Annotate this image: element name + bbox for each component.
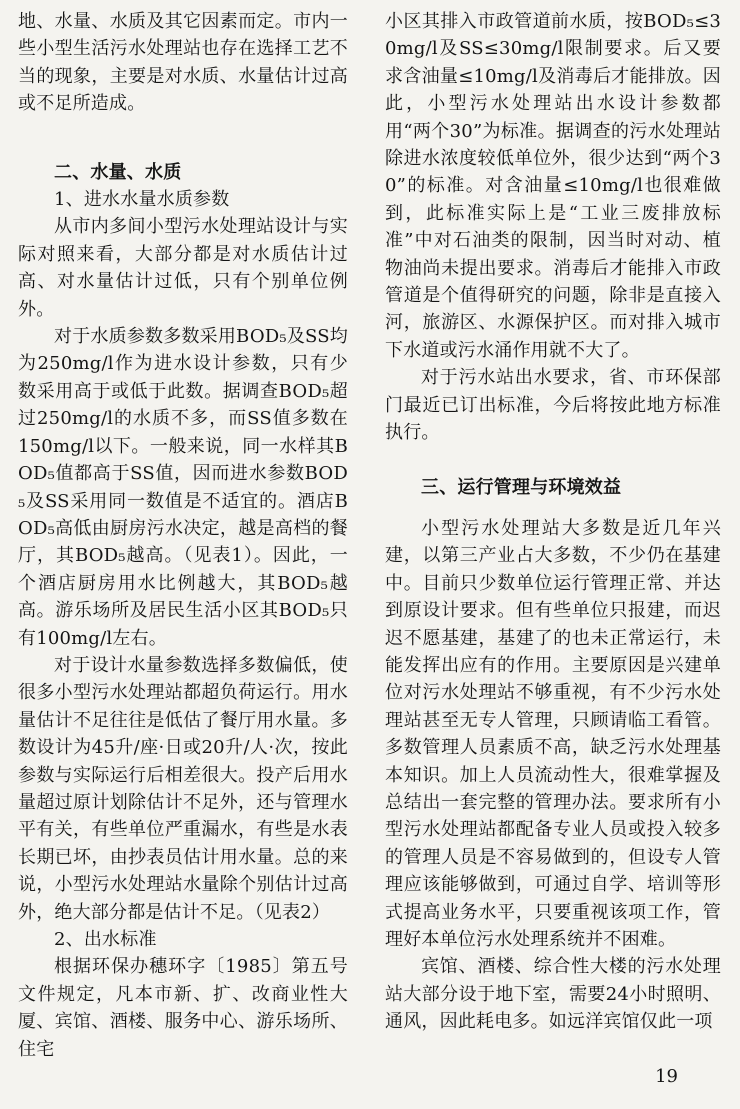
paragraph: 地、水量、水质及其它因素而定。市内一些小型生活污水处理站也存在选择工艺不当的现象，主要是对水质、水量估计过高或不足所造成。 — [18, 11, 348, 115]
paragraph: 小区其排入市政管道前水质，按BOD₅≤30mg/l及SS≤30mg/l限制要求。后又要求含油量≤10mg/l及消毒后才能排放。因此，小型污水处理站出水设计参数都用“两个30”为标准。据调查的污水处理站除进水浓度较低单位外，很少达到“两个30”的标准。对含油量≤10mg/l也很难做到，此标准实际上是“工业三废排放标准”中对石油类的限制，因当时对动、植物油尚未提出要求。消毒后才能排入市政管道是个值得研究的问题，除非是直接入河，旅游区、水源保护区。而对排入城市下水道或污水涌作用就不大了。 — [385, 11, 721, 361]
paragraph: 宾馆、酒楼、综合性大楼的污水处理站大部分设于地下室，需要24小时照明、通风，因此耗电多。如远洋宾馆仅此一项 — [385, 956, 721, 1033]
paragraph: 小型污水处理站大多数是近几年兴建，以第三产业占大多数，不少仍在基建中。目前只少数单位运行管理正常、并达到原设计要求。但有些单位只报建，而迟迟不愿基建，基建了的也未正常运行，未能发挥出应有的作用。主要原因是兴建单位对污水处理站不够重视，有不少污水处理站甚至无专人管理，只顾请临工看管。多数管理人员素质不高，缺乏污水处理基本知识。加上人员流动性大，很难掌握及总结出一套完整的管理办法。要求所有小型污水处理站都配备专业人员或投入较多的管理人员是不容易做到的，但设专人管理应该能够做到，可通过自学、培训等形式提高业务水平，只要重视该项工作，管理好本单位污水处理系统并不困难。 — [385, 517, 721, 950]
subsection-heading: 1、进水水量水质参数 — [54, 189, 230, 211]
paragraph: 对于污水站出水要求，省、市环保部门最近已订出标准，今后将按此地方标准执行。 — [385, 367, 721, 444]
paragraph: 对于水质参数多数采用BOD₅及SS均为250mg/l作为进水设计参数，只有少数采用高于或低于此数。据调查BOD₅超过250mg/l的水质不多，而SS值多数在150mg/l以下。一般来说，同一水样其BOD₅值都高于SS值，因而进水参数BOD₅及SS采用同一数值是不适宜的。酒店BOD₅高低由厨房污水决定，越是高档的餐厅，其BOD₅越高。（见表1）。因此，一个酒店厨房用水比例越大，其BOD₅越高。游乐场所及居民生活小区其BOD₅只有100mg/l左右。 — [18, 326, 348, 649]
paragraph: 从市内多间小型污水处理站设计与实际对照来看，大部分都是对水质估计过高、对水量估计过低，只有个别单位例外。 — [18, 216, 348, 320]
section-heading: 二、水量、水质 — [54, 161, 182, 183]
section-heading: 三、运行管理与环境效益 — [421, 476, 622, 498]
subsection-heading: 2、出水标准 — [54, 929, 157, 950]
left-column — [18, 8, 348, 1063]
page-number: 19 — [655, 1066, 678, 1087]
paragraph: 根据环保办穗环字〔1985〕第五号文件规定，凡本市新、扩、改商业性大厦、宾馆、酒楼、服务中心、游乐场所、住宅 — [18, 956, 348, 1060]
paragraph: 对于设计水量参数选择多数偏低，使很多小型污水处理站都超负荷运行。用水量估计不足往往是低估了餐厅用水量。多数设计为45升/座·日或20升/人·次，按此参数与实际运行后相差很大。投产后用水量超过原计划除估计不足外，还与管理水平有关，有些单位严重漏水，有些是水表长期已坏，由抄表员估计用水量。总的来说，小型污水处理站水量除个别估计过高外，绝大部分都是估计不足。（见表2） — [18, 654, 348, 923]
right-column — [385, 8, 721, 1036]
